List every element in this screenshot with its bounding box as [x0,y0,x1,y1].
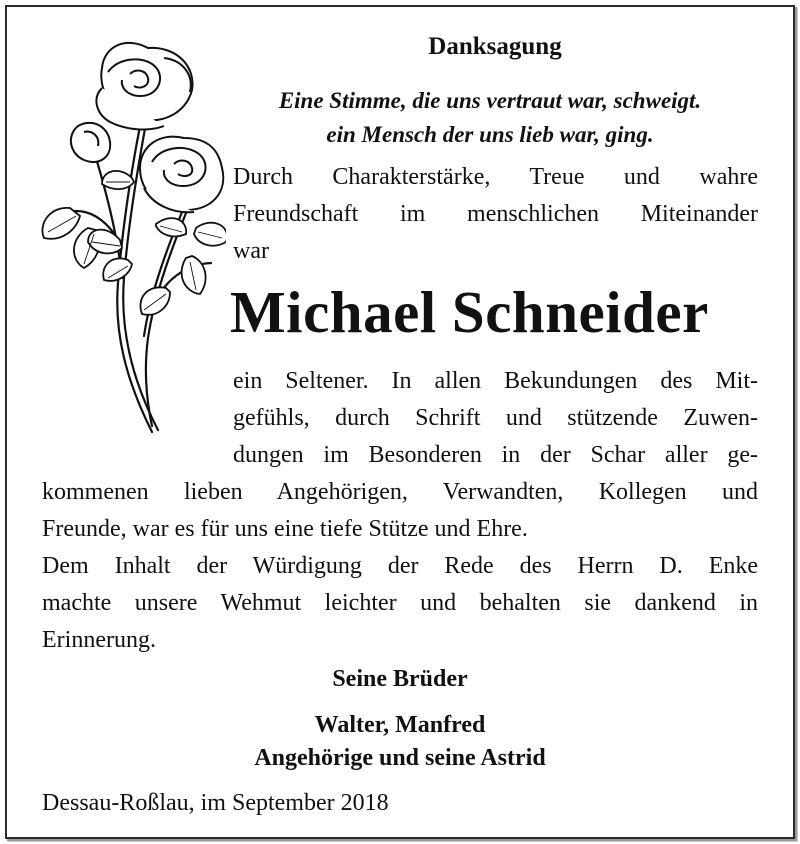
intro-line-3: war [233,238,269,264]
place-date: Dessau-Roßlau, im September 2018 [42,790,389,816]
rose-illustration [36,28,226,438]
motto-line-2: ein Mensch der uns lieb war, ging. [326,122,654,147]
signature-family: Angehörige und seine Astrid [254,745,546,771]
body-line-4: kommenen lieben Angehörigen, Verwandten, Kollegen und [42,479,758,505]
body-line-7: machte unsere Wehmut leichter und behalten sie dankend in [42,590,758,616]
deceased-name: Michael Schneider [230,279,709,345]
intro-line-2: Freundschaft im menschlichen Miteinander [233,201,758,227]
body-line-1: ein Seltener. In allen Bekundungen des Mit- [233,368,758,394]
motto-line-1: Eine Stimme, die uns vertraut war, schweigt. [278,88,702,113]
body-line-2: gefühls, durch Schrift und stützende Zuwen- [233,405,758,431]
body-line-5: Freunde, war es für uns eine tiefe Stütze und Ehre. [42,516,528,542]
notice-title: Danksagung [428,33,562,60]
body-line-3: dungen im Besonderen in der Schar aller ge- [233,442,758,468]
signature-names: Walter, Manfred [314,712,486,738]
body-line-6: Dem Inhalt der Würdigung der Rede des Herrn D. Enke [42,553,758,579]
signature-heading: Seine Brüder [332,666,468,692]
body-line-8: Erinnerung. [42,627,156,653]
intro-line-1: Durch Charakterstärke, Treue und wahre [233,164,758,190]
